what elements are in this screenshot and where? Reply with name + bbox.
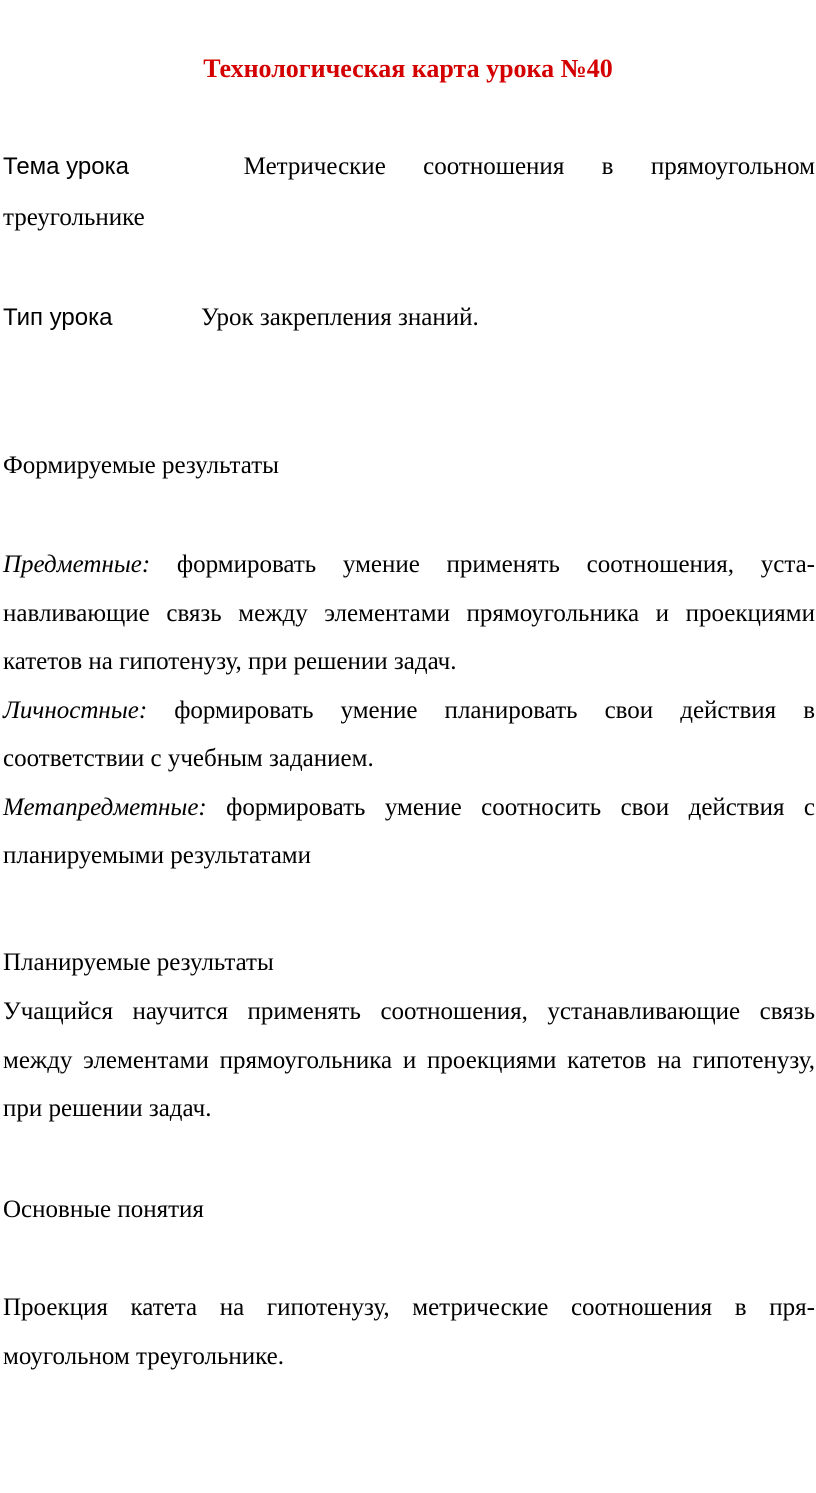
formed-results-heading: Формируемые результаты bbox=[3, 452, 279, 479]
lesson-type-value: Урок закрепления знаний. bbox=[200, 304, 479, 331]
meta-results-paragraph bbox=[3, 784, 815, 881]
personal-results-paragraph bbox=[3, 687, 815, 784]
lesson-topic-line bbox=[3, 143, 815, 191]
personal-results-label: Личностные: bbox=[3, 696, 148, 724]
formed-results-body bbox=[3, 541, 815, 881]
lesson-topic-word: в bbox=[601, 153, 614, 180]
lesson-type-label: Тип урока bbox=[3, 304, 113, 331]
subject-results-label: Предметные: bbox=[3, 551, 151, 578]
lesson-topic-label: Тема урока bbox=[3, 153, 129, 180]
planned-results-text: Учащийся научится применять соотношения, устанавливающие связь между элементами прямоугольника и проекциями катетов на гипотенузу, при решении задач. bbox=[3, 998, 815, 1122]
meta-results-label: Метапредметные: bbox=[3, 793, 207, 821]
personal-results-text: формировать умение планировать свои действия в соответствии с учебным заданием. bbox=[3, 696, 816, 772]
basic-concepts-text: Проекция катета на гипотенузу, метрические соотношения в прямоугольном треугольнике. bbox=[3, 1294, 815, 1370]
page-title: Технологическая карта урока №40 bbox=[203, 54, 613, 83]
subject-results-paragraph bbox=[3, 541, 815, 687]
lesson-topic-word: соотношения bbox=[423, 153, 565, 180]
lesson-type-line bbox=[3, 294, 479, 342]
lesson-topic-word: прямоугольном bbox=[650, 153, 815, 180]
subject-results-text: формировать умение применять соотношения, устанавливающие связь между элементами прямоугольника и проекциями катетов на гипотенузу, при решении задач. bbox=[3, 551, 815, 675]
meta-results-text: формировать умение соотносить свои действия с планируемыми результатами bbox=[3, 793, 815, 869]
planned-results-heading: Планируемые результаты bbox=[3, 949, 274, 976]
lesson-topic-word: Метрические bbox=[243, 153, 386, 180]
basic-concepts-heading: Основные понятия bbox=[3, 1196, 204, 1223]
lesson-topic-continuation: треугольнике bbox=[3, 204, 145, 231]
